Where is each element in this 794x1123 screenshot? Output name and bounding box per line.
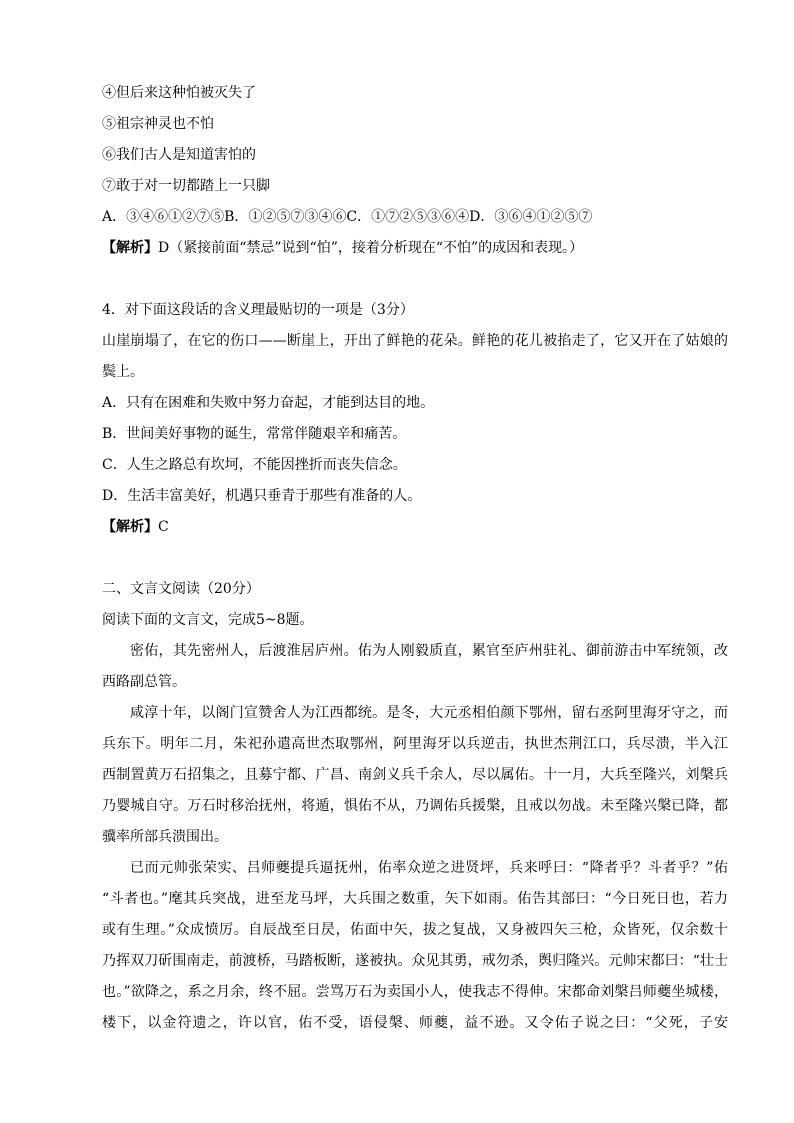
paragraph-3-line-4: 乃挥双刀斫围南走，前渡桥，马踏板断，遂被执。众见其勇，戒勿杀，舆归隆兴。元帅宋都曰：“壮士 bbox=[102, 953, 728, 969]
q4-option-c: C．人生之路总有坎坷，不能因挫折而丧失信念。 bbox=[102, 457, 407, 473]
list-item-6: ⑥我们古人是知道害怕的 bbox=[102, 147, 256, 163]
paragraph-2-line-1: 咸淳十年，以阁门宣赞舍人为江西都统。是冬，大元丞相伯颜下鄂州，留右丞阿里海牙守之，而 bbox=[130, 705, 728, 721]
q4-passage-line-1: 山崖崩塌了，在它的伤口——断崖上，开出了鲜艳的花朵。鲜艳的花儿被掐走了，它又开在了姑娘的 bbox=[102, 333, 728, 349]
q4-option-d: D．生活丰富美好，机遇只垂青于那些有准备的人。 bbox=[102, 488, 422, 504]
q3-options: A．③④⑥①②⑦⑤B．①②⑤⑦③④⑥C．①⑦②⑤③⑥④D．③⑥④①②⑤⑦ bbox=[102, 209, 593, 225]
list-item-5: ⑤祖宗神灵也不怕 bbox=[102, 116, 214, 132]
spacer bbox=[102, 264, 728, 295]
paragraph-3-line-1: 已而元帅张荣实、吕师夔提兵逼抚州，佑率众逆之进贤坪，兵来呼曰：“降者乎？斗者乎？”佑 bbox=[130, 860, 728, 876]
paragraph-2-line-2: 兵东下。明年二月，朱祀孙遣高世杰取鄂州，阿里海牙以兵逆击，执世杰荆江口，兵尽溃，半入江 bbox=[102, 736, 728, 752]
paragraph-3-line-2: “斗者也。”麾其兵突战，进至龙马坪，大兵围之数重，矢下如雨。佑告其部曰：“今日死日也，若力 bbox=[102, 891, 728, 907]
q4-analysis bbox=[102, 512, 728, 543]
q4-option-a: A．只有在困难和失败中努力奋起，才能到达目的地。 bbox=[102, 395, 435, 411]
q4-option-b: B．世间美好事物的诞生，常常伴随艰辛和痛苦。 bbox=[102, 426, 407, 442]
paragraph-2-line-4: 乃婴城自守。万石时移治抚州，将遁，惧佑不从，乃调佑兵援槃，且戒以勿战。未至隆兴槃已降，都 bbox=[102, 798, 728, 814]
paragraph-3-line-6: 楼下，以金符遗之，许以官，佑不受，语侵槃、师夔，益不逊。又令佑子说之曰：“父死，子安 bbox=[102, 1015, 728, 1031]
paragraph-3-line-5: 也。”欲降之，系之月余，终不屈。尝骂万石为卖国小人，使我志不得伸。宋都命刘槃吕师夔坐城楼， bbox=[102, 984, 728, 1000]
list-item-7: ⑦敢于对一切都踏上一只脚 bbox=[102, 178, 270, 194]
paragraph-1-line-2: 西路副总管。 bbox=[102, 674, 186, 690]
document-page bbox=[102, 78, 728, 1039]
paragraph-2-line-3: 西制置黄万石招集之，且募宁都、广昌、南剑义兵千余人，尽以属佑。十一月，大兵至隆兴，刘槃兵 bbox=[102, 767, 728, 783]
q4-question: 4．对下面这段话的含义理最贴切的一项是（3分） bbox=[102, 302, 414, 318]
section-instruction: 阅读下面的文言文，完成5~8题。 bbox=[102, 612, 314, 628]
section-heading: 二、文言文阅读（20分） bbox=[102, 581, 260, 597]
q3-analysis bbox=[102, 233, 728, 264]
q3-analysis-tag: 【解析】 bbox=[102, 240, 158, 256]
q4-analysis-text: C bbox=[158, 519, 169, 535]
q4-passage-line-2: 鬓上。 bbox=[102, 364, 144, 380]
q4-analysis-tag: 【解析】 bbox=[102, 519, 158, 535]
spacer bbox=[102, 543, 728, 574]
q3-analysis-text: D（紧接前面“禁忌”说到“怕”，接着分析现在“不怕”的成因和表现。） bbox=[158, 240, 584, 256]
paragraph-2-line-5: 骥率所部兵溃围出。 bbox=[102, 829, 228, 845]
paragraph-1-line-1: 密佑，其先密州人，后渡淮居庐州。佑为人刚毅质直，累官至庐州驻礼、御前游击中军统领，改 bbox=[130, 643, 728, 659]
paragraph-3-line-3: 或有生理。”众成愤厉。自辰战至日昃，佑面中矢，拔之复战，又身被四矢三枪，众皆死，仅余数十 bbox=[102, 922, 728, 938]
list-item-4: ④但后来这种怕被灭失了 bbox=[102, 85, 256, 101]
